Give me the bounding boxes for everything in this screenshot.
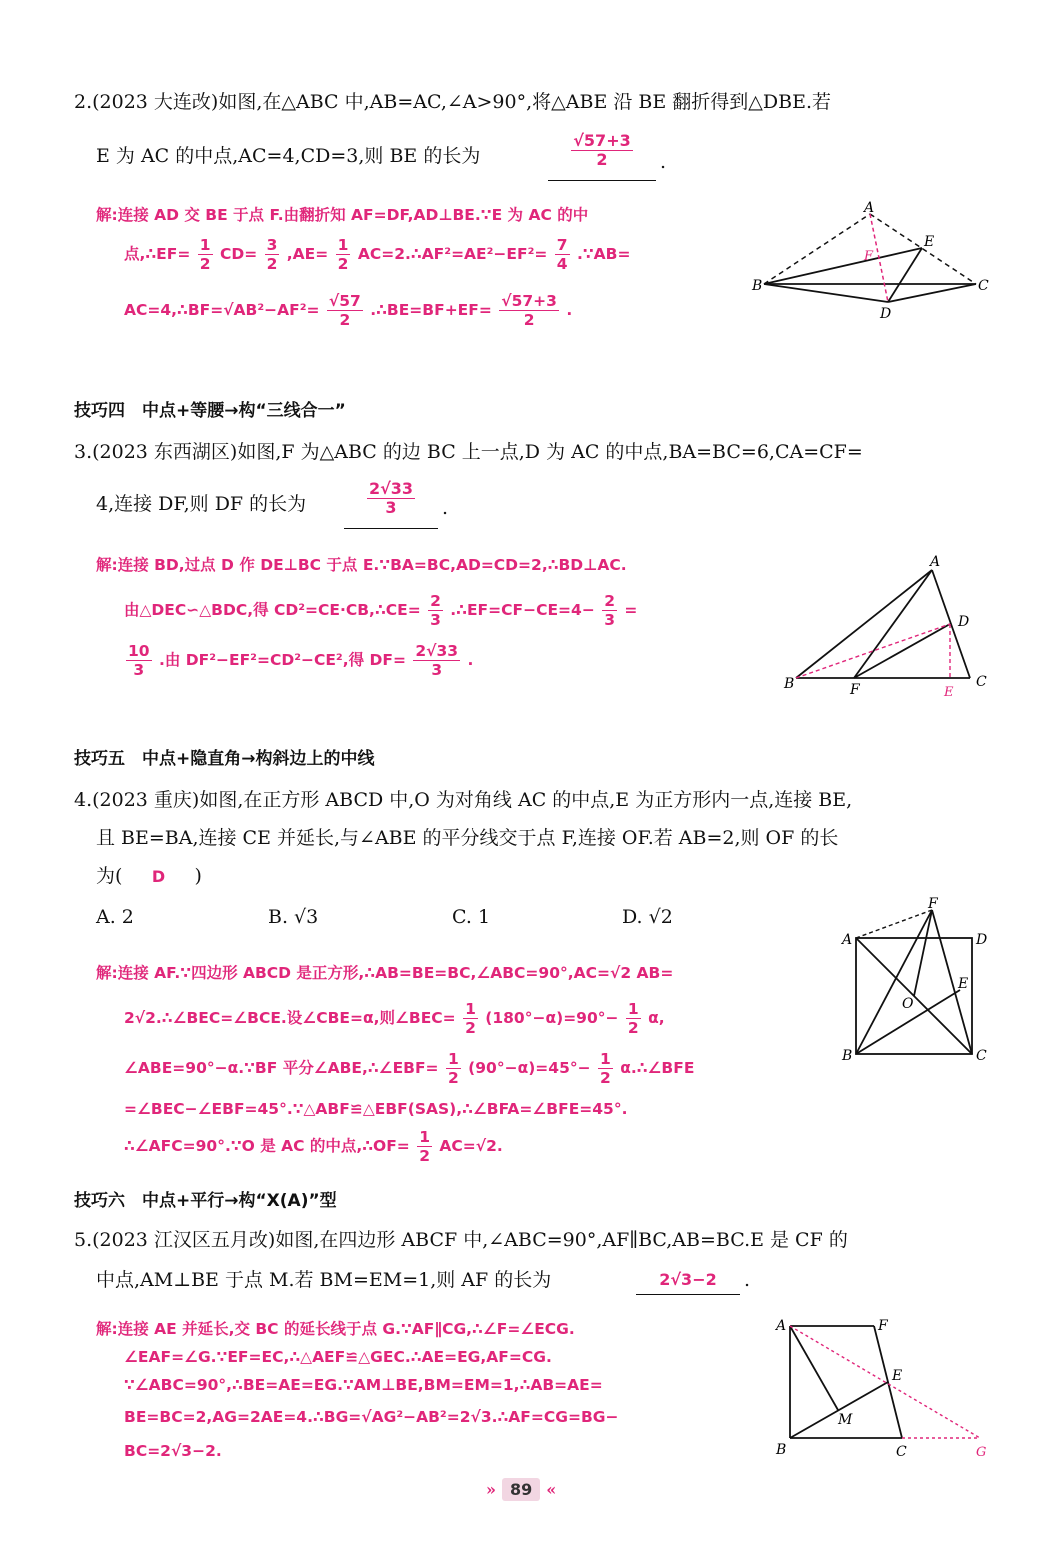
q3-line1: 3.(2023 东西湖区)如图,F 为△ABC 的边 BC 上一点,D 为 AC 的中点,BA=BC=6,CA=CF= xyxy=(74,441,863,463)
q3-label-a: A xyxy=(930,554,941,570)
q3-sol-line1: 解:连接 BD,过点 D 作 DE⊥BC 于点 E.∵BA=BC,AD=CD=2,∴BD⊥AC. xyxy=(96,556,627,574)
q5-label-b: B xyxy=(776,1442,787,1458)
q4-option-d: D. √2 xyxy=(622,906,673,928)
frac-num: 10 xyxy=(128,642,150,660)
q2-sol-text-f: AC=4,∴BF=√AB²−AF²= xyxy=(124,301,320,319)
q4-figure xyxy=(836,896,1006,1066)
q5-sol-line3: ∵∠ABC=90°,∴BE=AE=EG.∵AM⊥BE,BM=EM=1,∴AB=AE= xyxy=(124,1376,603,1394)
q4-label-e: E xyxy=(958,976,969,992)
q3-sol-text-d: .由 DF²−EF²=CD²−CE²,得 DF= xyxy=(158,651,406,669)
q4-sol-line2 xyxy=(124,1000,665,1037)
q4-line1: 4.(2023 重庆)如图,在正方形 ABCD 中,O 为对角线 AC 的中点,E 为正方形内一点,连接 BE, xyxy=(74,789,853,811)
frac-num: 1 xyxy=(337,236,349,254)
q3-label-e: E xyxy=(944,685,954,700)
q2-sol-line3 xyxy=(124,292,572,329)
q2-label-d: D xyxy=(880,306,892,322)
q2-sol-text-c: ,AE= xyxy=(286,245,329,263)
q4-sol-line1: 解:连接 AF.∵四边形 ABCD 是正方形,∴AB=BE=BC,∠ABC=90°,AC=√2 AB= xyxy=(96,964,674,982)
q2-label-f: F xyxy=(864,249,874,264)
q2-sol-line2 xyxy=(124,236,630,273)
frac-num: 2√33 xyxy=(415,642,459,660)
frac-den: 2 xyxy=(266,255,278,273)
q3-seg-ba xyxy=(796,570,932,678)
q4-sol-line4: =∠BEC−∠EBF=45°.∵△ABF≌△EBF(SAS),∴∠BFA=∠BFE=45°. xyxy=(124,1100,628,1118)
q4-seg-bf xyxy=(856,910,932,1054)
q3-answer-den: 3 xyxy=(385,498,397,517)
tip4-heading: 技巧四 中点+等腰→构“三线合一” xyxy=(74,401,346,421)
q3-sol-text-b: .∴EF=CF−CE=4− xyxy=(450,601,595,619)
q5-seg-be xyxy=(790,1382,888,1438)
q4-paren-close: ) xyxy=(194,865,202,887)
q3-period: . xyxy=(442,497,449,519)
frac-den: 2 xyxy=(600,1069,611,1087)
q4-sol-text-e: (90°−α)=45°− xyxy=(468,1059,591,1077)
frac-den: 2 xyxy=(199,255,211,273)
q4-sol-line3 xyxy=(124,1050,694,1087)
q2-answer-blank xyxy=(548,132,656,181)
q4-label-o: O xyxy=(902,996,914,1012)
q3-seg-fd xyxy=(854,624,950,678)
frac-num: 1 xyxy=(447,1050,459,1068)
q4-option-a: A. 2 xyxy=(96,906,134,928)
q5-period: . xyxy=(744,1269,751,1291)
q3-sol-line2 xyxy=(124,592,637,629)
q4-sol-text-f: α.∴∠BFE xyxy=(620,1059,695,1077)
q2-label-e: E xyxy=(924,234,935,250)
q3-label-c: C xyxy=(976,674,987,690)
frac-den: 2 xyxy=(465,1019,476,1037)
frac-den: 2 xyxy=(337,255,349,273)
q4-sol-text-g: ∴∠AFC=90°.∵O 是 AC 的中点,∴OF= xyxy=(124,1137,410,1155)
q4-sol-line5 xyxy=(124,1128,503,1165)
q3-answer-num: 2√33 xyxy=(368,479,414,498)
q4-label-d: D xyxy=(976,932,988,948)
chevrons-right-icon: » xyxy=(486,1480,496,1499)
q3-seg-fa xyxy=(854,570,932,678)
q3-sol-line3 xyxy=(124,642,473,679)
page-footer xyxy=(486,1478,556,1501)
frac-num: 1 xyxy=(199,236,211,254)
q3-label-d: D xyxy=(958,614,970,630)
q2-answer-num: √57+3 xyxy=(573,131,631,150)
frac-num: 1 xyxy=(600,1050,611,1068)
q4-line2: 且 BE=BA,连接 CE 并延长,与∠ABE 的平分线交于点 F,连接 OF.若 AB=2,则 OF 的长 xyxy=(96,827,839,849)
q5-seg-am xyxy=(790,1326,838,1410)
q3-answer-blank xyxy=(344,480,438,529)
q2-seg-be xyxy=(764,248,922,284)
q5-answer: 2√3−2 xyxy=(636,1270,740,1295)
q5-sol-line1: 解:连接 AE 并延长,交 BC 的延长线于点 G.∵AF∥CG,∴∠F=∠ECG. xyxy=(96,1320,575,1338)
q5-sol-line2: ∠EAF=∠G.∵EF=EC,∴△AEF≌△GEC.∴AE=EG,AF=CG. xyxy=(124,1348,552,1366)
q2-sol-line1: 解:连接 AD 交 BE 于点 F.由翻折知 AF=DF,AD⊥BE.∵E 为 AC 的中 xyxy=(96,206,589,224)
q3-line2: 4,连接 DF,则 DF 的长为 xyxy=(96,493,307,515)
frac-den: 3 xyxy=(604,611,616,629)
frac-num: 1 xyxy=(419,1128,430,1146)
q5-label-a: A xyxy=(776,1318,787,1334)
frac-num: 2 xyxy=(604,592,616,610)
frac-den: 4 xyxy=(556,255,568,273)
q4-label-c: C xyxy=(976,1048,987,1064)
q4-sol-text-h: AC=√2. xyxy=(439,1137,503,1155)
q5-sol-line5: BC=2√3−2. xyxy=(124,1442,222,1460)
q4-sol-text-d: ∠ABE=90°−α.∵BF 平分∠ABE,∴∠EBF= xyxy=(124,1059,439,1077)
tip5-heading: 技巧五 中点+隐直角→构斜边上的中线 xyxy=(74,749,375,769)
frac-den: 2 xyxy=(627,1019,639,1037)
q3-label-f: F xyxy=(850,682,860,698)
frac-den: 3 xyxy=(431,661,443,679)
q2-seg-ac xyxy=(870,214,976,284)
q2-seg-dc xyxy=(888,284,976,302)
q4-option-c: C. 1 xyxy=(452,906,491,928)
frac-den: 3 xyxy=(430,611,441,629)
frac-num: 7 xyxy=(556,236,568,254)
q4-seg-of xyxy=(914,910,932,996)
q5-line1: 5.(2023 江汉区五月改)如图,在四边形 ABCF 中,∠ABC=90°,AF∥BC,AB=BC.E 是 CF 的 xyxy=(74,1229,848,1251)
q2-sol-text-b: CD= xyxy=(219,245,258,263)
q2-sol-text-g: .∴BE=BF+EF= xyxy=(370,301,492,319)
frac-den: 2 xyxy=(523,311,535,329)
q2-period: . xyxy=(660,151,667,173)
q2-label-b: B xyxy=(752,278,763,294)
q3-figure xyxy=(780,552,1000,702)
q2-answer-den: 2 xyxy=(596,150,608,169)
q2-sol-text-h: . xyxy=(566,301,573,319)
q4-answer: D xyxy=(151,867,166,886)
q4-line3 xyxy=(96,862,202,891)
frac-num: 1 xyxy=(465,1000,476,1018)
q2-line1: 2.(2023 大连改)如图,在△ABC 中,AB=AC,∠A>90°,将△ABE 沿 BE 翻折得到△DBE.若 xyxy=(74,91,831,113)
q2-label-a: A xyxy=(864,200,875,216)
q2-seg-bd xyxy=(764,284,888,302)
q5-sol-line4: BE=BC=2,AG=2AE=4.∴BG=√AG²−AB²=2√3.∴AF=CG=BG− xyxy=(124,1408,619,1426)
q4-sol-text-b: (180°−α)=90°− xyxy=(485,1009,619,1027)
frac-den: 2 xyxy=(339,311,351,329)
frac-den: 2 xyxy=(419,1147,430,1165)
frac-den: 3 xyxy=(133,661,145,679)
q5-label-g: G xyxy=(976,1445,987,1460)
frac-den: 2 xyxy=(447,1069,459,1087)
q4-label-b: B xyxy=(842,1048,853,1064)
q2-figure xyxy=(750,198,1000,328)
q5-label-e: E xyxy=(892,1368,903,1384)
q5-line2: 中点,AM⊥BE 于点 M.若 BM=EM=1,则 AF 的长为 xyxy=(96,1269,552,1291)
q2-seg-de xyxy=(888,248,922,302)
q2-sol-text-d: AC=2.∴AF²=AE²−EF²= xyxy=(357,245,548,263)
q5-label-f: F xyxy=(878,1318,888,1334)
q5-figure xyxy=(772,1312,994,1464)
q3-sol-text-c: = xyxy=(624,601,638,619)
page-number: 89 xyxy=(502,1478,540,1501)
tip6-heading: 技巧六 中点+平行→构“X(A)”型 xyxy=(74,1191,337,1211)
q4-sol-text-a: 2√2.∴∠BEC=∠BCE.设∠CBE=α,则∠BEC= xyxy=(124,1009,456,1027)
q4-sol-text-c: α, xyxy=(648,1009,665,1027)
frac-num: √57+3 xyxy=(501,292,557,310)
frac-num: 2 xyxy=(430,592,441,610)
q4-paren-open: 为( xyxy=(96,865,123,887)
frac-num: 1 xyxy=(627,1000,639,1018)
q2-sol-text-e: .∵AB= xyxy=(576,245,631,263)
q2-seg-ab xyxy=(764,214,870,284)
q2-label-c: C xyxy=(978,278,989,294)
q3-sol-text-a: 由△DEC∽△BDC,得 CD²=CE·CB,∴CE= xyxy=(124,601,421,619)
q5-label-m: M xyxy=(838,1412,853,1428)
frac-num: 3 xyxy=(266,236,278,254)
frac-num: √57 xyxy=(328,292,361,310)
chevrons-left-icon: « xyxy=(546,1480,557,1499)
q3-label-b: B xyxy=(784,676,795,692)
q3-sol-text-e: . xyxy=(467,651,474,669)
q4-option-b: B. √3 xyxy=(268,906,319,928)
q4-label-a: A xyxy=(842,932,853,948)
q2-sol-text-a: 点,∴EF= xyxy=(124,245,191,263)
q5-label-c: C xyxy=(896,1444,907,1460)
q4-label-f: F xyxy=(928,896,938,912)
q2-line2: E 为 AC 的中点,AC=4,CD=3,则 BE 的长为 xyxy=(96,145,481,167)
q4-seg-af xyxy=(856,910,932,938)
